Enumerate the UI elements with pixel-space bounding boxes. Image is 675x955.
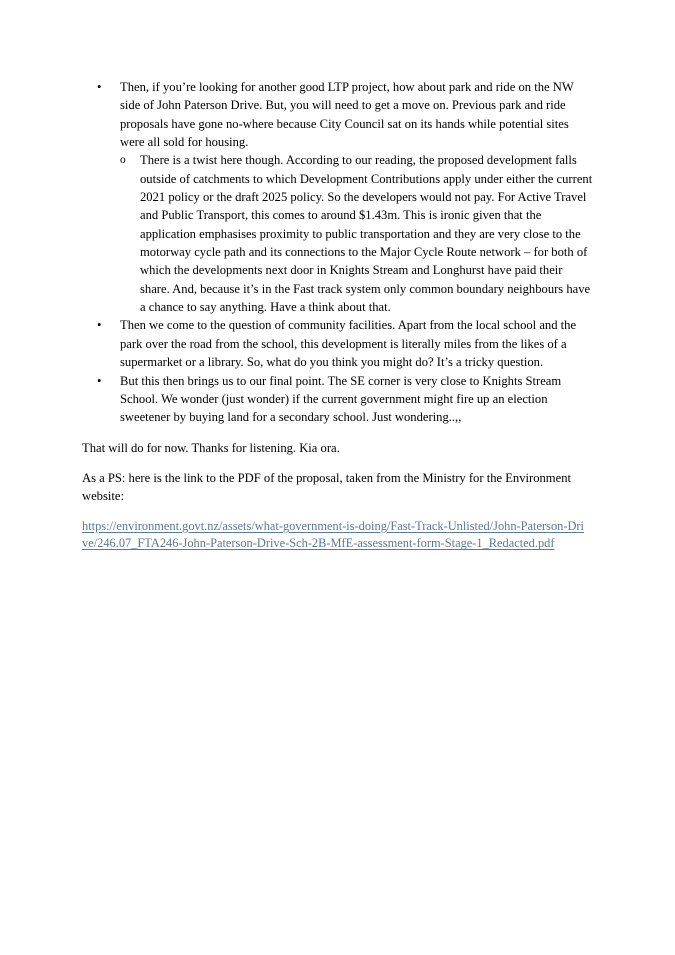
bullet-marker-icon: • [97,80,102,94]
document-body [82,78,594,553]
closing-paragraph: That will do for now. Thanks for listening. Kia ora. [82,440,340,455]
main-bullet-list [82,78,594,427]
list-item-text: But this then brings us to our final point. The SE corner is very close to Knights Stream School. We wonder (just wonder) if the current government might fire up an election sweetener by buying land for a secondary school. Just wondering..,, [120,373,562,425]
list-item [82,78,594,151]
list-item [82,316,594,371]
ps-paragraph: As a PS: here is the link to the PDF of the proposal, taken from the Ministry for the Environment website: [82,470,571,504]
paragraph-spacer [82,506,594,518]
bullet-marker-icon: • [97,373,102,388]
list-item-text: Then we come to the question of community facilities. Apart from the local school and the park over the road from the school, this development is literally miles from the likes of a supermarket or a library. So, what do you think you might do? It’s a tricky question. [120,318,577,370]
bullet-marker-icon: • [97,318,102,333]
list-item [82,372,594,427]
paragraph-spacer [82,457,594,469]
sub-bullet-marker-icon: o [120,154,126,167]
sub-list-item-text: There is a twist here though. According to our reading, the proposed development falls outside of catchments to which Development Contributions apply under either the current 2021 policy or the draft 2025 policy. So the developers would not pay. For Active Travel and Public Transport, this comes to around $1.43m. This is ironic given that the application emphasises proximity to public transportation and they are very close to the motorway cycle path and its connections to the Major Cycle Route network – for both of which the developments next door in Knights Stream and Longhurst have paid their share. And, because it’s in the Fast track system only common boundary neighbours have a chance to say anything. Have a think about that. [140,153,593,315]
pdf-proposal-link[interactable]: https://environment.govt.nz/assets/what-government-is-doing/Fast-Track-Unlisted/John-Paterson-Drive/246.07_FTA246-John-Paterson-Drive-Sch-2B-MfE-assessment-form-Stage-1_Redacted.pdf [82,518,584,551]
list-item [92,151,594,316]
paragraph-spacer [82,427,594,439]
sub-bullet-list [82,151,594,316]
list-item-text: Then, if you’re looking for another good LTP project, how about park and ride on the NW side of John Paterson Drive. But, you will need to get a move on. Previous park and ride proposals have gone no-where because City Council sat on its hands while potential sites were all sold for housing. [120,80,574,150]
